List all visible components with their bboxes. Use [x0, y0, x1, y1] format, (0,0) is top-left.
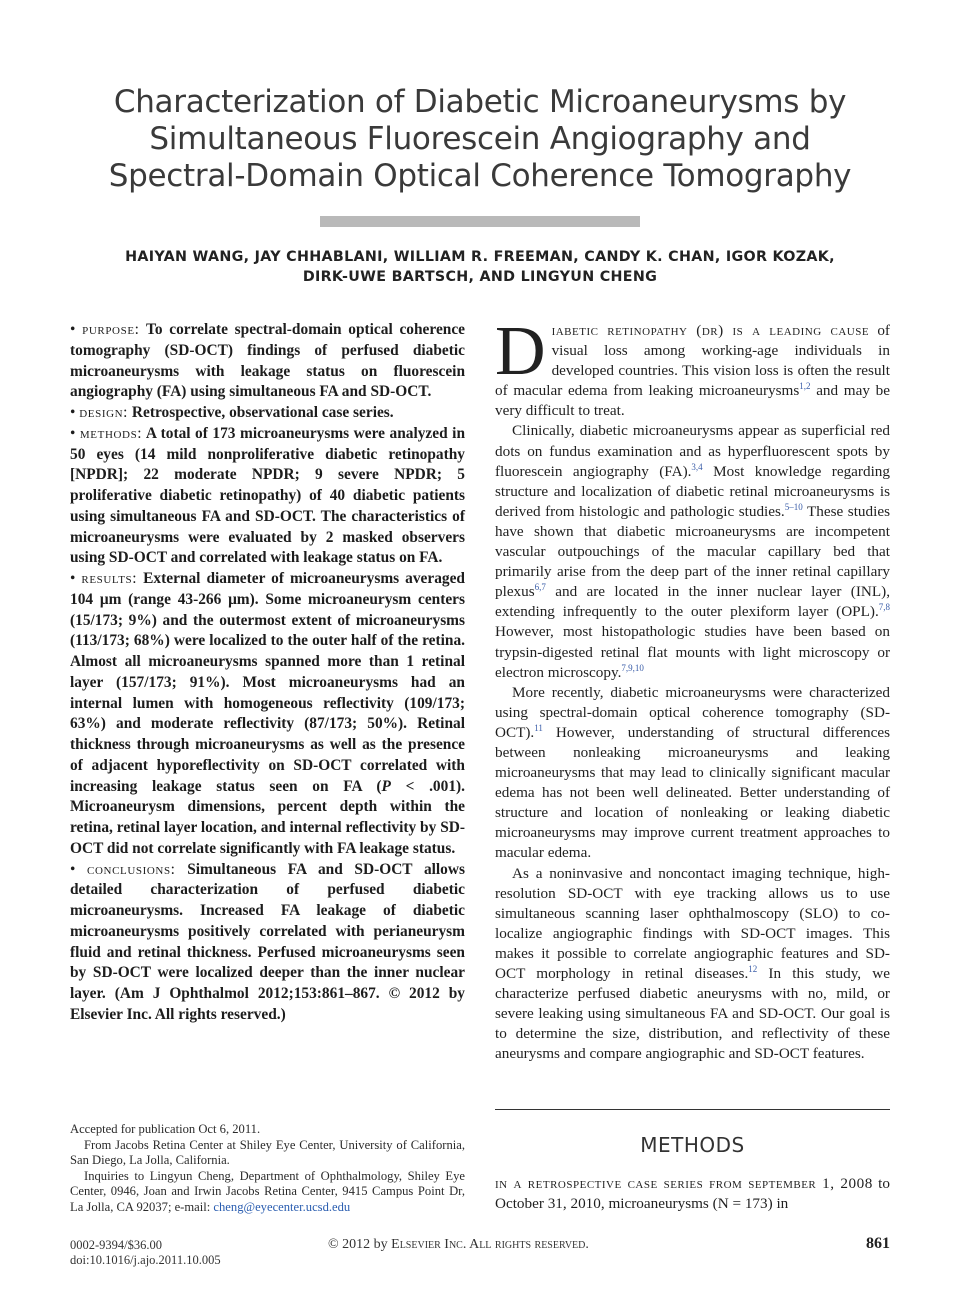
citation[interactable]: 7,8 — [878, 602, 890, 613]
abstract-conclusions: • conclusions: Simultaneous FA and SD-OCT allows detailed characterization of perfused diabetic microaneurysms. Increased FA leakage of diabetic microaneurysms positively correlated with perianeurysm fluid and retinal thickness. Perfused microaneurysms seen by SD-OCT were localized deeper than the inner nuclear layer. (Am J Ophthalmol 2012;153:861–867. © 2012 by Elsevier Inc. All rights reserved.) — [70, 860, 465, 1023]
footer-identifiers — [70, 1238, 221, 1268]
title-line: Characterization of Diabetic Microaneurysms by — [113, 84, 847, 120]
drop-cap: D — [495, 313, 546, 390]
citation[interactable]: 6,7 — [534, 582, 546, 593]
citation[interactable]: 12 — [748, 963, 758, 974]
methods-label: methods: — [79, 424, 143, 442]
body-paragraph: More recently, diabetic microaneurysms were characterized using spectral-domain optical coherence tomography (SD-OCT).$^{11}$ However, understanding of structural differences between nonleaking microaneurysms and leaking microaneurysms that may lead to clinically significant macular edema has not been well delineated. Better understanding of structure and location of nonleaking or leaking diabetic microaneurysms may improve current treatment approaches to macular edema. — [495, 683, 890, 862]
body-text — [495, 313, 890, 1064]
footnote-inquiries: Inquiries to Lingyun Cheng, Department of Ophthalmology, Shiley Eye Center, 0946, Joan and Irwin Jacobs Retina Center, 9415 Campus Point Dr, La Jolla, CA 92037; e-mail: cheng@eyecenter.ucsd.edu — [70, 1168, 465, 1214]
title-line: Simultaneous Fluorescein Angiography and — [149, 121, 811, 157]
conclusions-label: conclusions: — [87, 860, 176, 878]
results-label: results: — [81, 570, 138, 587]
citation[interactable]: 11 — [534, 722, 543, 733]
title-divider — [320, 216, 640, 227]
doi: doi:10.1016/j.ajo.2011.10.005 — [70, 1253, 221, 1267]
abstract-purpose: • purpose: To correlate spectral-domain optical coherence tomography (SD-OCT) findings of perfused diabetic microaneurysms with leakage status on fluorescein angiography (FA) using simultaneous FA and SD-OCT. — [70, 321, 465, 401]
abstract-methods: • methods: A total of 173 microaneurysms were analyzed in 50 eyes (14 mild nonproliferative diabetic retinopathy [NPDR]; 22 moderate NPDR; 9 severe NPDR; 5 proliferative diabetic retinopathy) of 40 diabetic patients using simultaneous FA and SD-OCT. The characteristics of microaneurysms were evaluated by 2 masked observers using SD-OCT and correlated with leakage status on FA. — [70, 424, 466, 567]
section-heading-methods: METHODS — [640, 1133, 745, 1157]
footnote-accepted: Accepted for publication Oct 6, 2011. — [70, 1122, 261, 1136]
intro-paragraph: Diabetic retinopathy (dr) is a leading cause of visual loss among working-age individuals in developed countries. This vision loss is often the result of macular edema from leaking microaneurysms$^{1,2}$ and may be very difficult to treat. — [495, 313, 890, 420]
footnote-affiliation: From Jacobs Retina Center at Shiley Eye Center, University of California, San Diego, La Jolla, California. — [70, 1137, 465, 1167]
purpose-label: purpose: — [82, 321, 140, 338]
author-list — [60, 247, 900, 287]
citation[interactable]: 1,2 — [799, 381, 811, 392]
abstract-design: • design: Retrospective, observational case series. — [70, 404, 394, 421]
section-divider — [495, 1109, 890, 1110]
footnotes — [70, 1122, 465, 1215]
design-label: design: — [79, 404, 129, 421]
body-paragraph: As a noninvasive and noncontact imaging technique, high-resolution SD-OCT with eye tracking allows us to use simultaneous scanning laser ophthalmoscopy (SLO) to co-localize angiographic findings with SD-OCT images. This makes it possible to correlate angiographic features and SD-OCT morphology in retinal diseases.$^{12}$ In this study, we characterize perfused diabetic aneurysms with no, mild, or severe leaking using simultaneous FA and SD-OCT. Our goal is to determine the size, distribution, and reflectivity of these aneurysms and compare angiographic and SD-OCT features. — [495, 864, 890, 1063]
email-link[interactable]: cheng@eyecenter.ucsd.edu — [213, 1199, 351, 1214]
author-line: DIRK-UWE BARTSCH, AND LINGYUN CHENG — [302, 269, 658, 285]
title-line: Spectral-Domain Optical Coherence Tomography — [108, 158, 852, 194]
citation[interactable]: 3,4 — [691, 461, 703, 472]
article-title — [60, 84, 900, 195]
abstract — [70, 320, 465, 1026]
page-number: 861 — [866, 1235, 890, 1252]
methods-paragraph: in a retrospective case series from september 1, 2008 to October 31, 2010, microaneurysms (N = 173) in — [495, 1175, 890, 1213]
citation[interactable]: 7,9,10 — [621, 662, 644, 673]
footer-copyright: © 2012 by Elsevier Inc. All rights reserved. — [328, 1237, 589, 1252]
issn: 0002-9394/$36.00 — [70, 1238, 163, 1252]
author-line: HAIYAN WANG, JAY CHHABLANI, WILLIAM R. FREEMAN, CANDY K. CHAN, IGOR KOZAK, — [125, 249, 835, 265]
citation[interactable]: 5–10 — [784, 501, 803, 512]
body-paragraph: Clinically, diabetic microaneurysms appear as superficial red dots on fundus examination and as hyperfluorescent spots by fluorescein angiography (FA).$^{3,4}$ Most knowledge regarding structure and localization of diabetic retinal microaneurysms is derived from histologic and pathologic studies.$^{5-10}$ These studies have shown that diabetic microaneurysms are incompetent vascular outpouchings of the macular capillary bed that primarily arise from the deep part of the inner retinal capillary plexus$^{6,7}$ and are located in the inner nuclear layer (INL), extending infrequently to the outer plexiform layer (OPL).$^{7,8}$ However, most histopathologic studies have been based on trypsin-digested retinal flat mounts with light microscopy or electron microscopy.$^{7,9,10}$ — [495, 422, 890, 681]
abstract-results: • results: External diameter of microaneurysms averaged 104 μm (range 43-266 μm). Some microaneurysm centers (15/173; 9%) and the outermost extent of microaneurysms (113/173; 68%) were localized to the outer half of the retina. Almost all microaneurysms spanned more than 1 retinal layer (157/173; 91%). Most microaneurysms had an internal lumen with homogeneous reflectivity (109/173; 63%) and moderate reflectivity (87/173; 50%). Retinal thickness through microaneurysms as well as the presence of adjacent hyporeflectivity on SD-OCT correlated with increasing leakage status seen on FA (P < .001). Microaneurysm dimensions, percent depth within the retina, retinal layer location, and internal reflectivity by SD-OCT did not correlate significantly with FA leakage status. — [70, 570, 465, 857]
